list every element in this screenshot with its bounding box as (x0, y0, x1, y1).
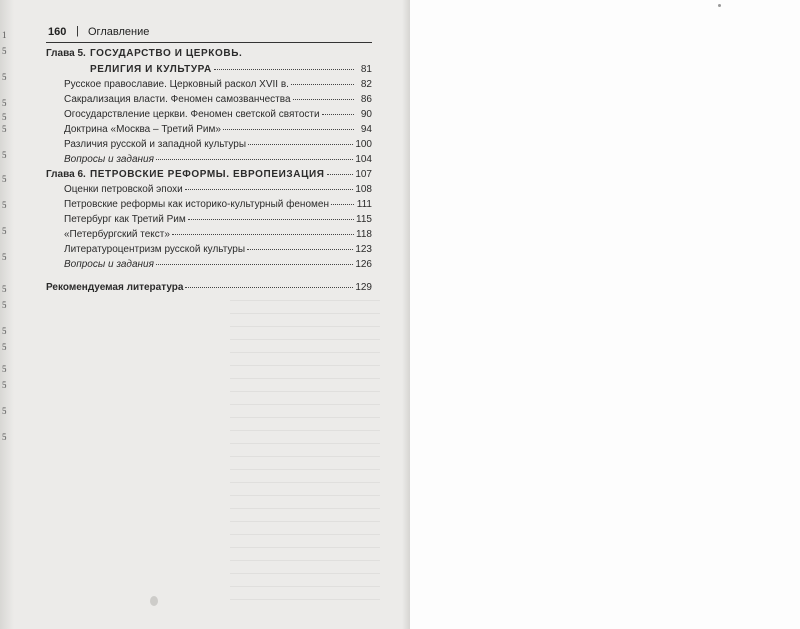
leader-dots (188, 209, 354, 220)
margin-mark: 5 (2, 252, 7, 262)
leader-dots (214, 59, 354, 70)
leader-dots (247, 239, 353, 250)
entry-label: «Петербургский текст» (64, 229, 170, 240)
toc-entry[interactable] (46, 151, 372, 166)
toc-literature[interactable] (46, 279, 372, 294)
table-of-contents (46, 46, 372, 294)
margin-mark: 5 (2, 342, 7, 352)
page-ref: 82 (360, 79, 372, 90)
paper-stain (150, 596, 158, 606)
leader-dots (156, 254, 353, 265)
chapter-title-continued: РЕЛИГИЯ И КУЛЬТУРА (90, 64, 212, 75)
margin-mark: 5 (2, 406, 7, 416)
chapter-number: Глава 6. (46, 169, 86, 180)
margin-mark: 5 (2, 226, 7, 236)
page-ref: 123 (355, 244, 372, 255)
page-ref: 115 (356, 214, 372, 225)
chapter-title: ПЕТРОВСКИЕ РЕФОРМЫ. ЕВРОПЕИЗАЦИЯ (90, 169, 325, 180)
page-ref: 86 (360, 94, 372, 105)
margin-mark: 5 (2, 112, 7, 122)
entry-label: Петровские реформы как историко-культурный феномен (64, 199, 329, 210)
leader-dots (156, 149, 353, 160)
leader-dots (331, 194, 354, 205)
page-ref: 126 (355, 259, 372, 270)
leader-dots (291, 74, 354, 85)
paper-speck (718, 4, 721, 7)
page-ref: 118 (356, 229, 372, 240)
toc-entry[interactable] (46, 181, 372, 196)
entry-label: Различия русской и западной культуры (64, 139, 247, 150)
entry-label: Вопросы и задания (64, 154, 154, 165)
margin-mark: 5 (2, 150, 7, 160)
margin-mark: 5 (2, 432, 7, 442)
leader-dots (248, 134, 353, 145)
margin-mark: 5 (2, 364, 7, 374)
entry-label: Рекомендуемая литература (46, 282, 184, 293)
margin-mark: 5 (2, 380, 7, 390)
margin-mark: 5 (2, 174, 7, 184)
margin-mark: 5 (2, 98, 7, 108)
entry-label: Вопросы и задания (64, 259, 154, 270)
entry-label: Огосударствление церкви. Феномен светской святости (64, 109, 320, 120)
margin-mark: 5 (2, 326, 7, 336)
chapter-number: Глава 5. (46, 48, 86, 59)
leader-dots (223, 119, 354, 130)
page-ref: 100 (355, 139, 372, 150)
show-through-text (230, 300, 380, 600)
entry-label: Доктрина «Москва – Третий Рим» (64, 124, 221, 135)
leader-dots (185, 277, 353, 288)
entry-label: Русское православие. Церковный раскол XVII в. (64, 79, 289, 90)
margin-mark: 1 (2, 30, 7, 40)
toc-entry[interactable] (46, 256, 372, 271)
margin-mark: 5 (2, 72, 7, 82)
chapter-title: ГОСУДАРСТВО И ЦЕРКОВЬ. (90, 48, 243, 59)
margin-mark: 5 (2, 46, 7, 56)
leader-dots (327, 164, 354, 175)
margin-mark: 5 (2, 300, 7, 310)
margin-marks (2, 0, 14, 629)
margin-mark: 5 (2, 284, 7, 294)
page-ref: 90 (360, 109, 372, 120)
page-ref: 111 (356, 199, 372, 210)
margin-mark: 5 (2, 124, 7, 134)
margin-mark: 5 (2, 200, 7, 210)
page-ref: 129 (355, 282, 372, 293)
right-page-blank (410, 0, 800, 629)
page-ref: 104 (355, 154, 372, 165)
entry-label: Литературоцентризм русской культуры (64, 244, 246, 255)
section-title: Оглавление (88, 26, 150, 38)
page-ref: 107 (355, 169, 372, 180)
book-gutter (402, 0, 410, 629)
leader-dots (185, 179, 354, 190)
page-ref: 108 (355, 184, 372, 195)
page-number: 160 (48, 26, 67, 38)
leader-dots (293, 89, 354, 100)
header-separator: | (76, 25, 79, 37)
entry-label: Оценки петровской эпохи (64, 184, 183, 195)
leader-dots (172, 224, 354, 235)
entry-label: Петербург как Третий Рим (64, 214, 186, 225)
page-ref: 94 (360, 124, 372, 135)
leader-dots (322, 104, 354, 115)
running-header (46, 24, 372, 43)
page-ref: 81 (360, 64, 372, 75)
entry-label: Сакрализация власти. Феномен самозванчества (64, 94, 291, 105)
